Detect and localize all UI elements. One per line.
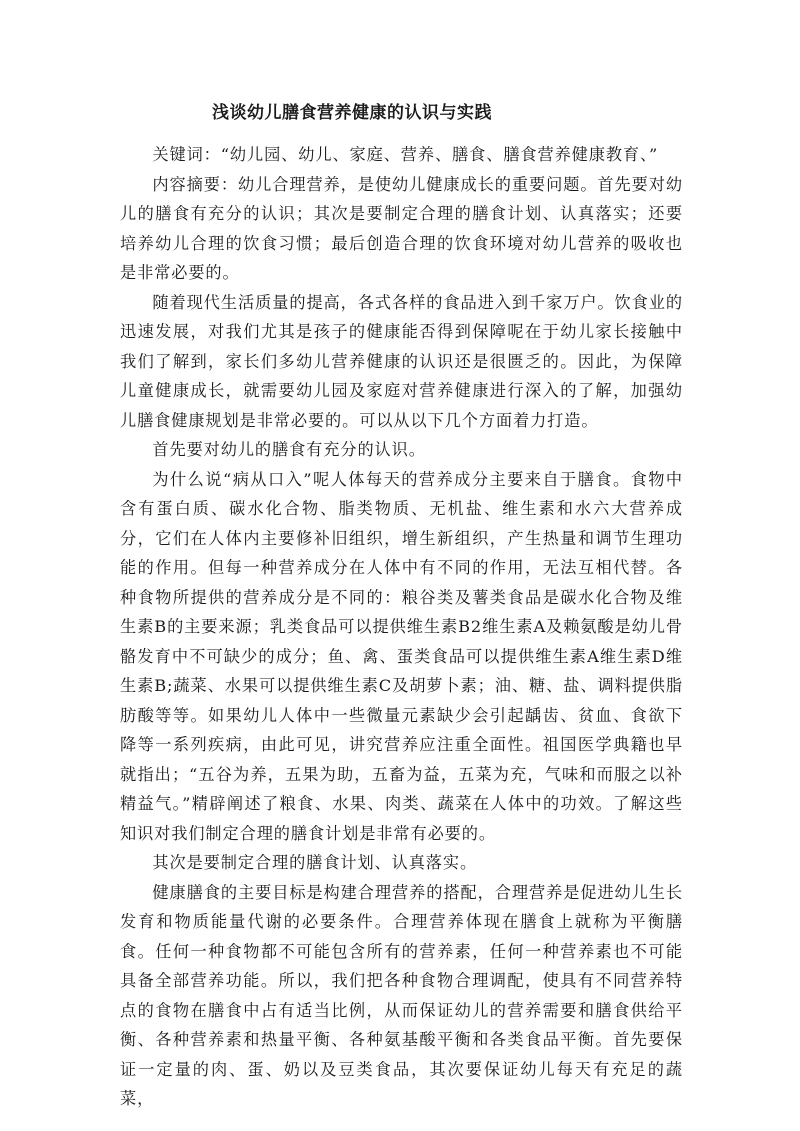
section-heading-1: 首先要对幼儿的膳食有充分的认识。: [152, 440, 426, 459]
body-paragraph-1: 为什么说“病从口入”呢人体每天的营养成分主要来自于膳食。食物中含有蛋白质、碳水化合物、脂类物质、无机盐、维生素和水六大营养成分，它们在人体内主要修补旧组织，增生新组织，产生热量和调节生理功能的作用。但每一种营养成分在人体中有不同的作用，无法互相代替。各种食物所提供的营养成分是不同的：粮谷类及薯类食品是碳水化合物及维生素B的主要来源；乳类食品可以提供维生素B2维生素A及赖氨酸是幼儿骨骼发育中不可缺少的成分；鱼、禽、蛋类食品可以提供维生素A维生素D维生素B;蔬菜、水果可以提供维生素C及胡萝卜素；油、糖、盐、调料提供脂肪酸等等。如果幼儿人体中一些微量元素缺少会引起龋齿、贫血、食欲下降等一系列疾病，由此可见，讲究营养应注重全面性。祖国医学典籍也早就指出；“五谷为养，五果为助，五畜为益，五菜为充，气味和而服之以补精益气。”精辟阐述了粮食、水果、肉类、蔬菜在人体中的功效。了解这些知识对我们制定合理的膳食计划是非常有必要的。: [120, 469, 683, 843]
body-paragraph-2: 健康膳食的主要目标是构建合理营养的搭配，合理营养是促进幼儿生长发育和物质能量代谢的必要条件。合理营养体现在膳食上就称为平衡膳食。任何一种食物都不可能包含所有的营养素，任何一种营养素也不可能具备全部营养功能。所以，我们把各种食物合理调配，使具有不同营养特点的食物在膳食中占有适当比例，从而保证幼儿的营养需要和膳食供给平衡、各种营养素和热量平衡、各种氨基酸平衡和各类食品平衡。首先要保证一定量的肉、蛋、奶以及豆类食品，其次要保证幼儿每天有充足的蔬菜，: [120, 882, 683, 1108]
document-page: [120, 100, 683, 1114]
document-title: 浅谈幼儿膳食营养健康的认识与实践: [212, 103, 492, 123]
abstract-paragraph: 内容摘要：幼儿合理营养，是使幼儿健康成长的重要问题。首先要对幼儿的膳食有充分的认识；其次是要制定合理的膳食计划、认真落实；还要培养幼儿合理的饮食习惯；最后创造合理的饮食环境对幼儿营养的吸收也是非常必要的。: [120, 174, 683, 282]
section-heading-2: 其次是要制定合理的膳食计划、认真落实。: [152, 853, 478, 872]
intro-paragraph: 随着现代生活质量的提高，各式各样的食品进入到千家万户。饮食业的迅速发展，对我们尤其是孩子的健康能否得到保障呢在于幼儿家长接触中我们了解到，家长们多幼儿营养健康的认识还是很匮乏的。因此，为保障儿童健康成长，就需要幼儿园及家庭对营养健康进行深入的了解，加强幼儿膳食健康规划是非常必要的。可以从以下几个方面着力打造。: [120, 292, 683, 430]
keywords-paragraph: 关键词：“幼儿园、幼儿、家庭、营养、膳食、膳食营养健康教育、”: [152, 145, 659, 164]
